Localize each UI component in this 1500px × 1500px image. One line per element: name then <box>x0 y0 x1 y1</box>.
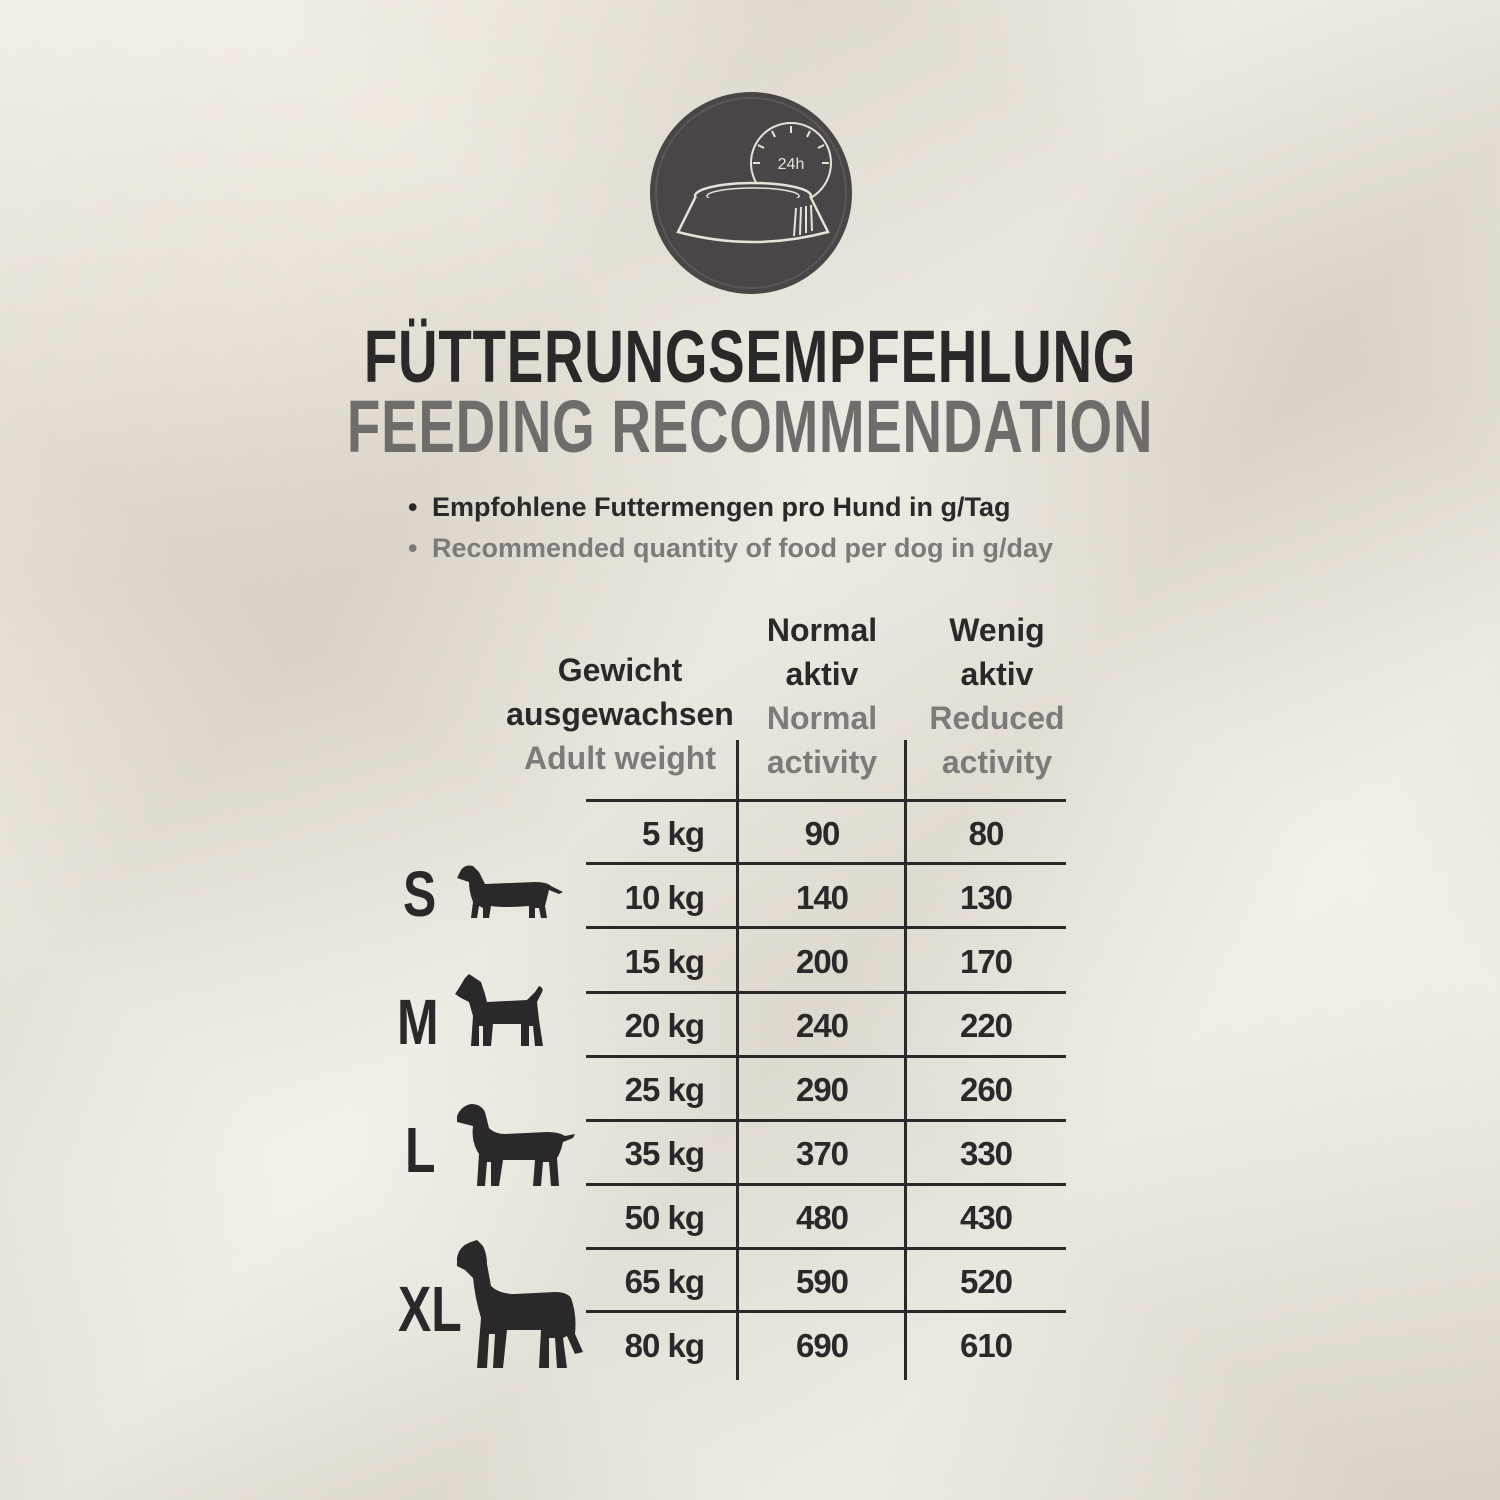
normal-activity-cell: 90 <box>804 815 840 852</box>
weight-cell: 65 kg <box>624 1263 704 1300</box>
reduced-activity-cell: 220 <box>959 1007 1013 1044</box>
labrador-icon <box>455 1102 577 1188</box>
weight-cell: 80 kg <box>624 1327 704 1364</box>
size-label-l: L <box>405 1114 436 1186</box>
size-label-xl: XL <box>398 1273 462 1345</box>
header-adult-weight <box>490 648 750 780</box>
header-wenig-en-line2: activity <box>941 744 1053 780</box>
header-normal-en-line2: activity <box>766 744 878 780</box>
header-normal-activity <box>738 608 906 784</box>
header-weight-de-line2: ausgewachsen <box>506 696 734 732</box>
weight-cell: 15 kg <box>624 943 704 980</box>
title-english: FEEDING RECOMMENDATION <box>346 385 1154 468</box>
reduced-activity-cell: 330 <box>959 1135 1013 1172</box>
reduced-activity-cell: 260 <box>959 1071 1013 1108</box>
normal-activity-cell: 200 <box>795 943 849 980</box>
header-wenig-de-line1: Wenig <box>949 612 1045 648</box>
dachshund-icon <box>455 862 565 922</box>
bullet-dot: • <box>408 492 418 522</box>
feeding-bowl-24h-icon <box>648 90 854 296</box>
bullet-german <box>408 492 1010 523</box>
header-normal-en-line1: Normal <box>766 700 878 736</box>
reduced-activity-cell: 130 <box>959 879 1013 916</box>
header-normal-de-line2: aktiv <box>785 656 859 692</box>
bullet-dot: • <box>408 533 418 563</box>
normal-activity-cell: 290 <box>795 1071 849 1108</box>
bullet-german-text: Empfohlene Futtermengen pro Hund in g/Tag <box>432 492 1011 522</box>
normal-activity-cell: 480 <box>795 1199 849 1236</box>
weight-cell: 5 kg <box>641 815 704 852</box>
weight-cell: 25 kg <box>624 1071 704 1108</box>
normal-activity-cell: 140 <box>795 879 849 916</box>
header-reduced-activity <box>906 608 1088 784</box>
schnauzer-icon <box>455 972 550 1050</box>
size-label-m: M <box>397 986 439 1058</box>
normal-activity-cell: 690 <box>795 1327 849 1364</box>
weight-cell: 35 kg <box>624 1135 704 1172</box>
weight-cell: 50 kg <box>624 1199 704 1236</box>
reduced-activity-cell: 80 <box>968 815 1004 852</box>
reduced-activity-cell: 610 <box>959 1327 1013 1364</box>
reduced-activity-cell: 170 <box>959 943 1013 980</box>
header-wenig-en-line1: Reduced <box>929 700 1065 736</box>
normal-activity-cell: 370 <box>795 1135 849 1172</box>
normal-activity-cell: 590 <box>795 1263 849 1300</box>
normal-activity-cell: 240 <box>795 1007 849 1044</box>
header-wenig-de-line2: aktiv <box>960 656 1034 692</box>
header-weight-de-line1: Gewicht <box>557 652 683 688</box>
clock-24h-label: 24h <box>777 156 805 173</box>
reduced-activity-cell: 520 <box>959 1263 1013 1300</box>
title-german: FÜTTERUNGSEMPFEHLUNG <box>363 315 1137 398</box>
reduced-activity-cell: 430 <box>959 1199 1013 1236</box>
size-label-s: S <box>403 858 437 930</box>
great-dane-icon <box>455 1238 585 1370</box>
header-normal-de-line1: Normal <box>766 612 878 648</box>
weight-cell: 10 kg <box>624 879 704 916</box>
header-weight-en: Adult weight <box>524 740 716 776</box>
weight-cell: 20 kg <box>624 1007 704 1044</box>
bullet-english <box>408 533 1053 564</box>
bullet-english-text: Recommended quantity of food per dog in g/day <box>432 533 1054 563</box>
